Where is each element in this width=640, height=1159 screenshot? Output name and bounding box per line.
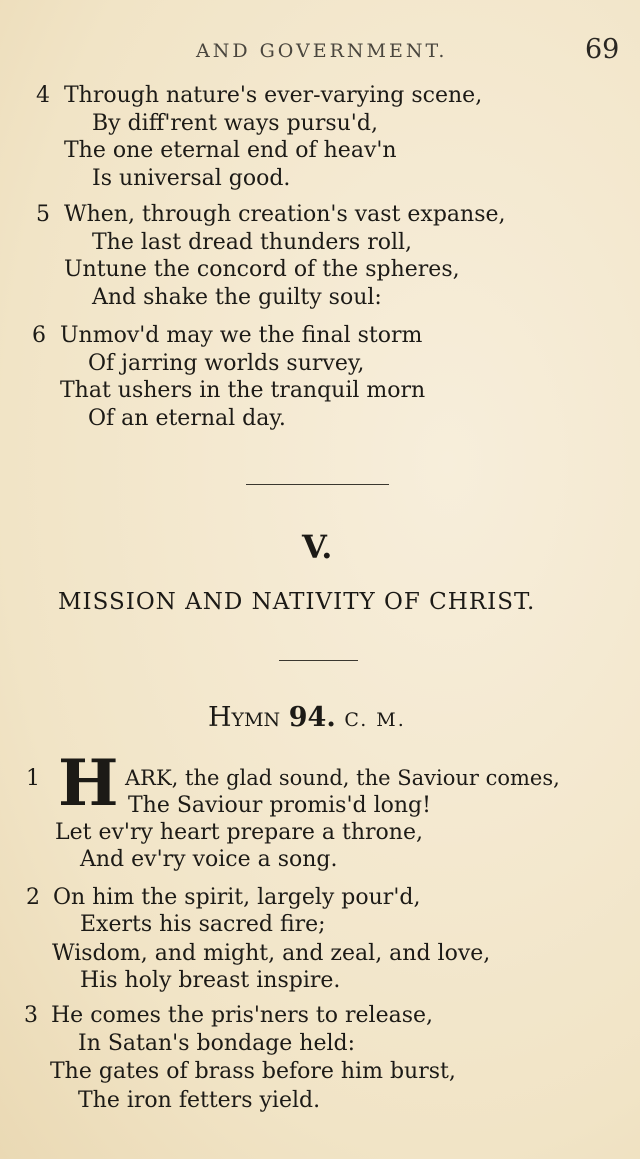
verse-line: Of an eternal day. <box>88 406 286 431</box>
verse-line: ARK, the glad sound, the Saviour comes, <box>125 766 560 790</box>
verse-line: Exerts his sacred fire; <box>80 912 326 937</box>
stanza-number: 5 <box>36 202 50 227</box>
verse-line: Of jarring worlds survey, <box>88 351 365 376</box>
verse-line: Let ev'ry heart prepare a throne, <box>55 820 423 845</box>
verse-line: Unmov'd may we the final storm <box>60 323 423 348</box>
stanza-number: 1 <box>26 766 40 791</box>
verse-line: And ev'ry voice a song. <box>80 847 338 872</box>
verse-line: Is universal good. <box>92 166 291 191</box>
verse-line: The gates of brass before him burst, <box>50 1059 456 1084</box>
page-number: 69 <box>585 34 620 65</box>
verse-line: On him the spirit, largely pour'd, <box>53 885 421 910</box>
stanza-number: 3 <box>24 1003 38 1028</box>
verse-line: When, through creation's vast expanse, <box>64 202 506 227</box>
stanza-number: 2 <box>26 885 40 910</box>
verse-line: Wisdom, and might, and zeal, and love, <box>52 941 491 966</box>
verse-line: And shake the guilty soul: <box>92 285 382 310</box>
verse-line: He comes the pris'ners to release, <box>51 1003 434 1028</box>
verse-line: The Saviour promis'd long! <box>128 793 431 818</box>
verse-line: The last dread thunders roll, <box>92 230 413 255</box>
divider <box>279 660 358 661</box>
hymn-label: Hymn <box>208 702 281 733</box>
verse-line: In Satan's bondage held: <box>78 1031 356 1056</box>
drop-cap: H <box>58 746 119 821</box>
section-number: V. <box>302 528 333 566</box>
section-title: MISSION AND NATIVITY OF CHRIST. <box>58 589 536 615</box>
verse-line: The iron fetters yield. <box>78 1088 321 1113</box>
stanza-number: 6 <box>32 323 46 348</box>
hymn-number: 94. <box>288 702 336 733</box>
verse-line: His holy breast inspire. <box>80 968 341 993</box>
verse-line: That ushers in the tranquil morn <box>60 378 426 403</box>
hymn-heading <box>208 702 406 733</box>
verse-line: The one eternal end of heav'n <box>64 138 397 163</box>
divider <box>246 484 389 485</box>
stanza-number: 4 <box>36 83 50 108</box>
running-title: AND GOVERNMENT. <box>196 40 448 62</box>
verse-line: Untune the concord of the spheres, <box>64 257 460 282</box>
verse-line: By diff'rent ways pursu'd, <box>92 111 378 136</box>
verse-line: Through nature's ever-varying scene, <box>64 83 483 108</box>
hymn-meter: C. M. <box>344 709 406 731</box>
